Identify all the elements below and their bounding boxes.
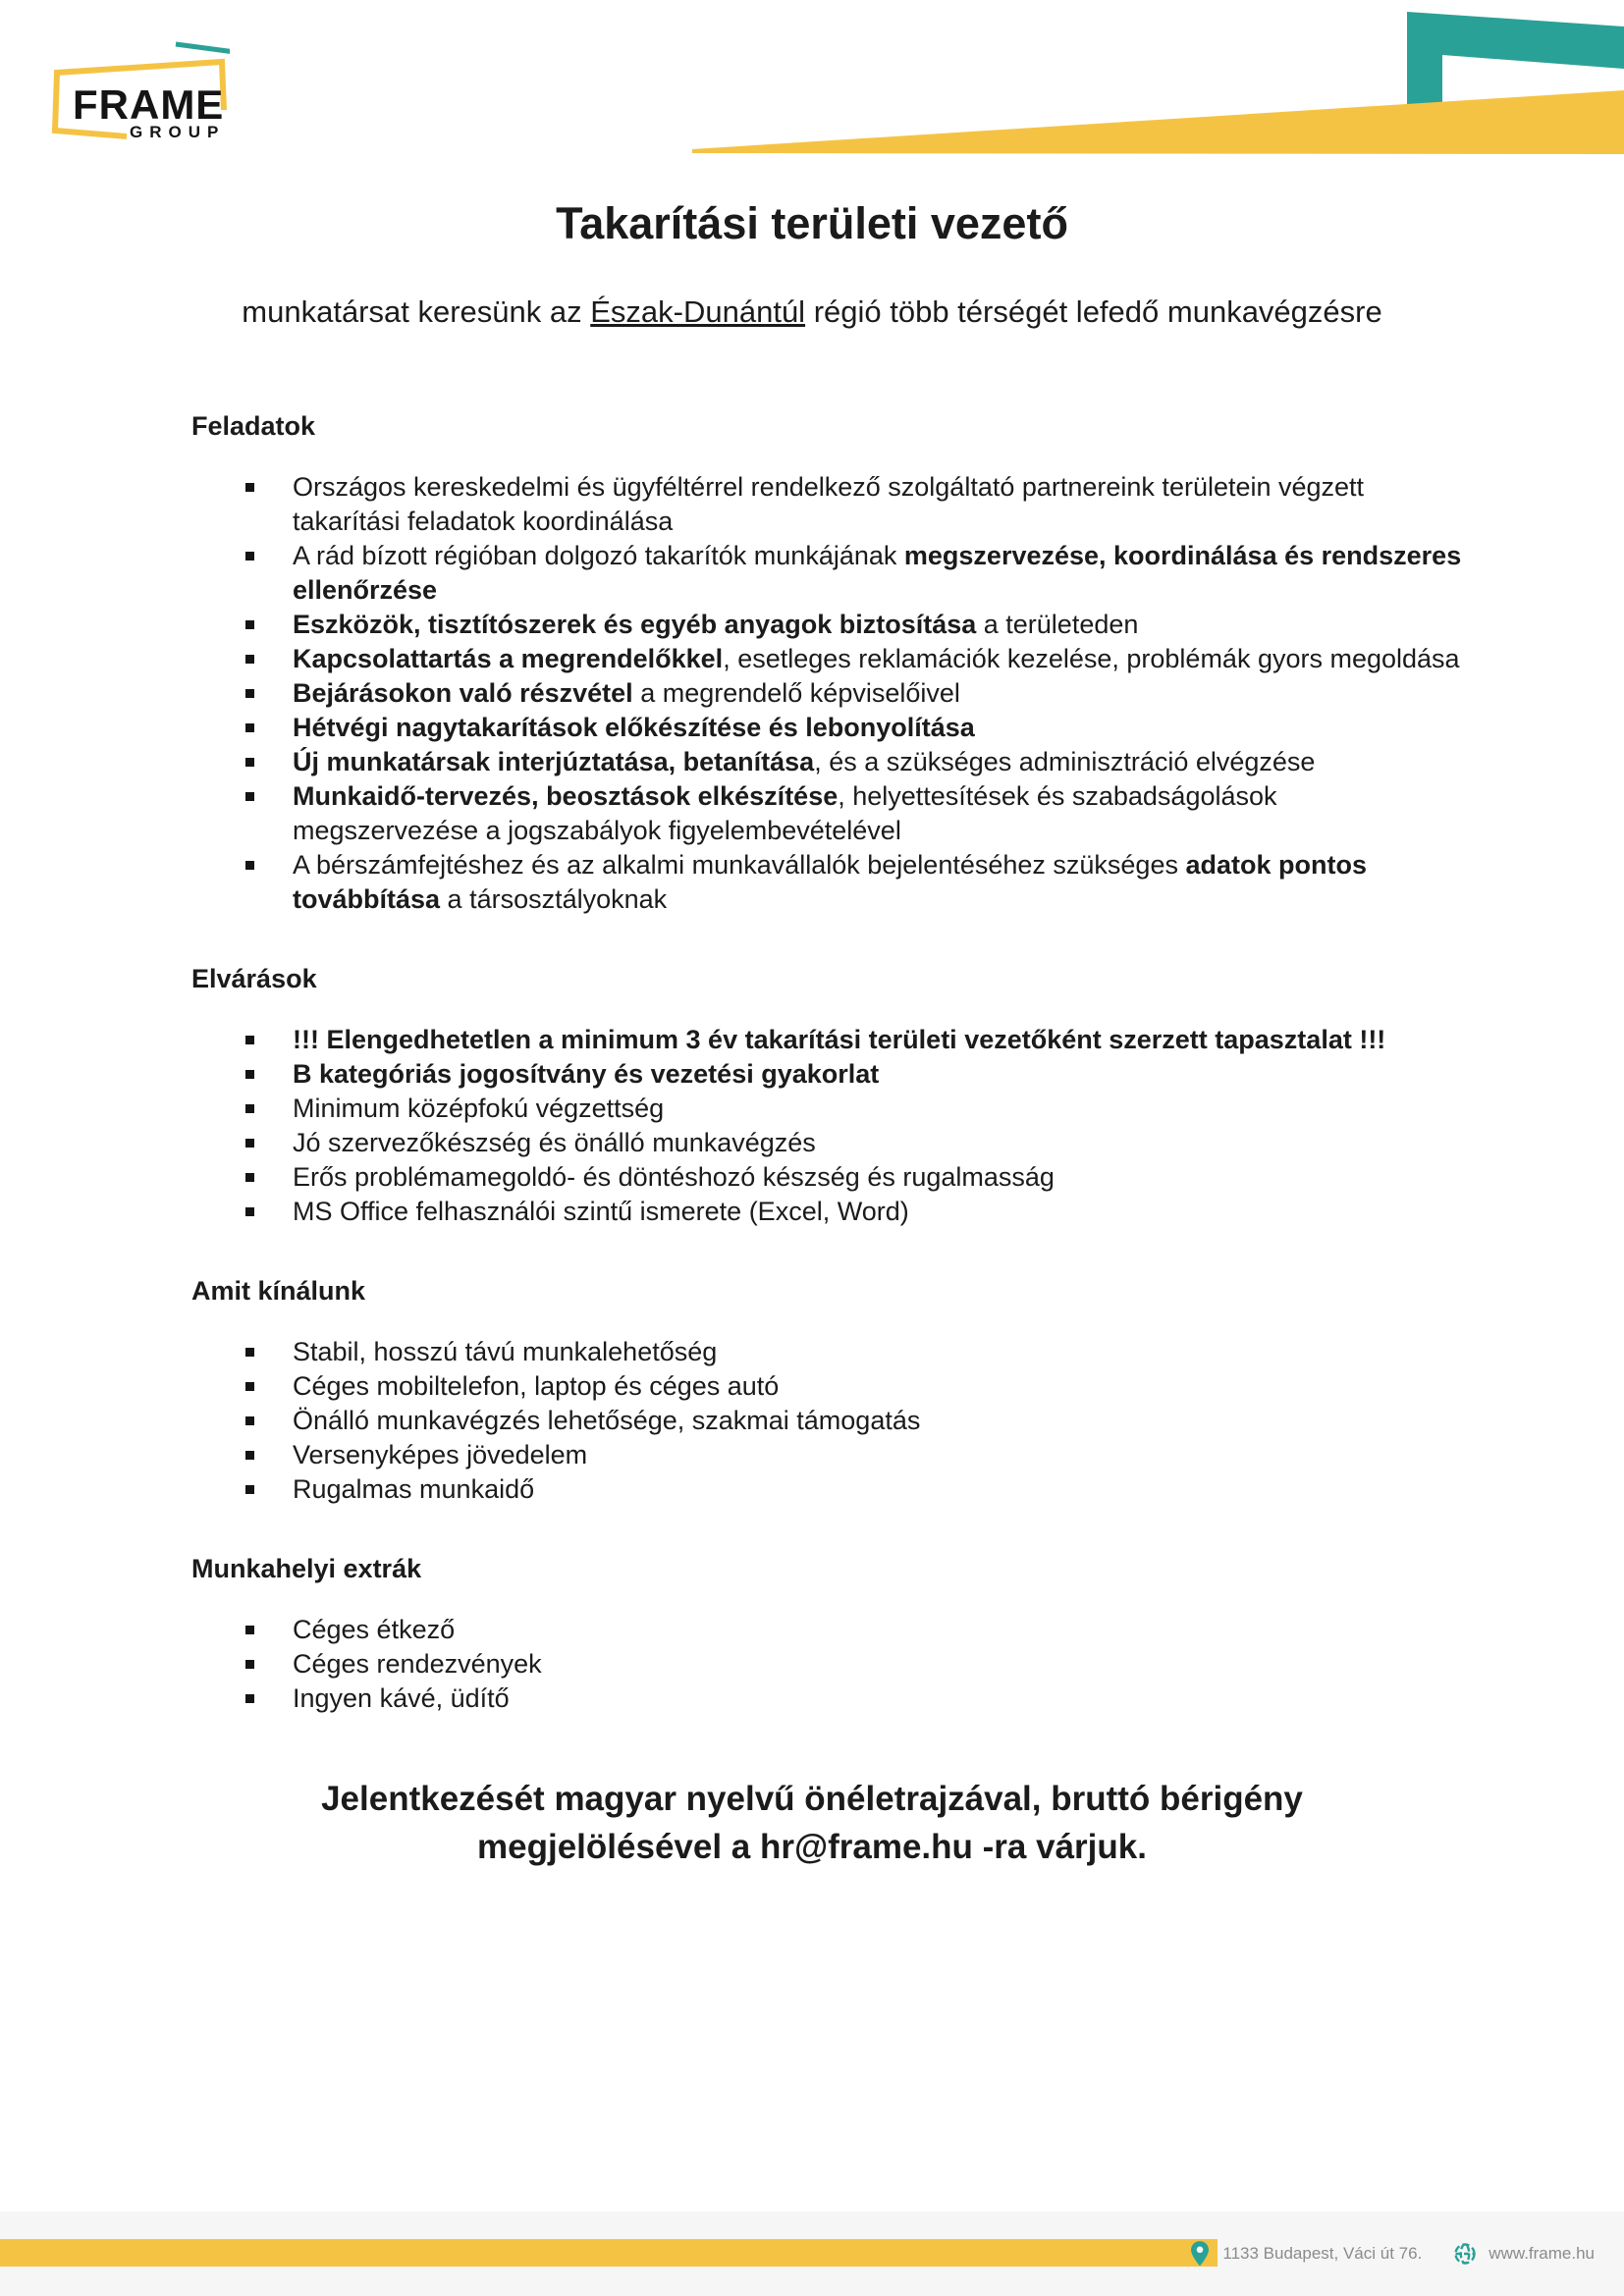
list-item <box>244 1369 1467 1404</box>
list-item <box>244 1404 1467 1438</box>
page-footer <box>0 2212 1624 2296</box>
text-segment: Eszközök, tisztítószerek és egyéb anyagok biztosítása <box>293 610 977 639</box>
list-item <box>244 470 1467 539</box>
logo-brand-text: FRAME <box>73 81 225 128</box>
list-item <box>244 1613 1467 1647</box>
text-segment: adatok pontos továbbítása <box>293 850 1367 914</box>
cta-line: megjelölésével a hr@frame.hu -ra várjuk. <box>477 1828 1147 1866</box>
location-pin-icon <box>1189 2240 1211 2268</box>
section-heading: Feladatok <box>191 411 316 441</box>
bullet-list <box>244 1023 1467 1229</box>
footer-info <box>1189 2212 1595 2296</box>
text-segment: Észak-Dunántúl <box>590 294 806 329</box>
text-segment: Kapcsolattartás a megrendelőkkel <box>293 644 724 673</box>
cta-line: Jelentkezését magyar nyelvű önéletrajzával, bruttó bérigény <box>321 1780 1303 1818</box>
frame-group-logo <box>22 12 230 147</box>
text-segment: MS Office felhasználói szintű ismerete (Excel, Word) <box>293 1197 909 1226</box>
text-segment: !!! Elengedhetetlen a minimum 3 év takarítási területi vezetőként szerzett tapasztalat !!! <box>293 1025 1386 1054</box>
footer-yellow-bar <box>0 2239 1218 2267</box>
job-subtitle <box>0 293 1624 332</box>
list-item <box>244 1682 1467 1716</box>
text-segment: Jó szervezőkészség és önálló munkavégzés <box>293 1128 816 1157</box>
list-item <box>244 1023 1467 1057</box>
list-item <box>244 1335 1467 1369</box>
text-segment: Versenyképes jövedelem <box>293 1440 588 1469</box>
list-item <box>244 1126 1467 1160</box>
list-item <box>244 1057 1467 1092</box>
list-item <box>244 1092 1467 1126</box>
text-segment: , esetleges reklamációk kezelése, problémák gyors megoldása <box>723 644 1460 673</box>
list-item <box>244 848 1467 917</box>
globe-icon <box>1453 2242 1477 2266</box>
sections <box>0 409 1624 1716</box>
list-item <box>244 779 1467 848</box>
list-item <box>244 711 1467 745</box>
list-item <box>244 1438 1467 1472</box>
cta-text <box>0 1775 1624 1871</box>
text-segment: Önálló munkavégzés lehetősége, szakmai támogatás <box>293 1406 921 1435</box>
list-item <box>244 608 1467 642</box>
yellow-swoosh-shape <box>692 90 1624 154</box>
text-segment: , és a szükséges adminisztráció elvégzése <box>814 747 1316 776</box>
job-posting <box>0 198 1624 1871</box>
section-feladatok <box>0 409 1624 917</box>
page-title: Takarítási területi vezető <box>556 198 1068 248</box>
text-segment: Bejárásokon való részvétel <box>293 678 633 708</box>
text-segment: megszervezése, koordinálása és rendszeres ellenőrzése <box>293 541 1462 605</box>
section-heading: Munkahelyi extrák <box>191 1554 422 1583</box>
corner-decoration <box>0 0 1624 177</box>
text-segment: Új munkatársak interjúztatása, betanítása <box>293 747 815 776</box>
list-item <box>244 1195 1467 1229</box>
text-segment: Erős problémamegoldó- és döntéshozó készség és rugalmasság <box>293 1162 1055 1192</box>
list-item <box>244 1647 1467 1682</box>
text-segment: a megrendelő képviselőivel <box>632 678 960 708</box>
text-segment: Stabil, hosszú távú munkalehetőség <box>293 1337 718 1366</box>
list-item <box>244 745 1467 779</box>
section-heading: Amit kínálunk <box>191 1276 366 1306</box>
section-munkahelyi-extrak <box>0 1552 1624 1716</box>
list-item <box>244 642 1467 676</box>
text-segment: Céges mobiltelefon, laptop és céges autó <box>293 1371 780 1401</box>
text-segment: Rugalmas munkaidő <box>293 1474 535 1504</box>
logo-group-text: GROUP <box>130 123 226 141</box>
bullet-list <box>244 1613 1467 1716</box>
section-elvarasok <box>0 962 1624 1229</box>
section-heading: Elvárások <box>191 964 317 993</box>
text-segment: Céges rendezvények <box>293 1649 542 1679</box>
text-segment: Országos kereskedelmi és ügyféltérrel rendelkező szolgáltató partnereink területein végzett takarítási feladatok koordinálása <box>293 472 1365 536</box>
text-segment: , helyettesítések és szabadságolások megszervezése a jogszabályok figyelembevételével <box>293 781 1277 845</box>
text-segment: Ingyen kávé, üdítő <box>293 1683 510 1713</box>
section-amit-kinalunk <box>0 1274 1624 1507</box>
list-item <box>244 676 1467 711</box>
text-segment: B kategóriás jogosítvány és vezetési gyakorlat <box>293 1059 880 1089</box>
text-segment: régió több térségét lefedő munkavégzésre <box>805 294 1382 329</box>
footer-website: www.frame.hu <box>1489 2244 1595 2263</box>
text-segment: A rád bízott régióban dolgozó takarítók munkájának <box>293 541 904 570</box>
list-item <box>244 1472 1467 1507</box>
bullet-list <box>244 1335 1467 1507</box>
text-segment: a területeden <box>976 610 1139 639</box>
text-segment: Munkaidő-tervezés, beosztások elkészítése <box>293 781 839 811</box>
footer-address: 1133 Budapest, Váci út 76. <box>1222 2244 1423 2263</box>
text-segment: Hétvégi nagytakarítások előkészítése és lebonyolítása <box>293 713 975 742</box>
text-segment: A bérszámfejtéshez és az alkalmi munkavállalók bejelentéséhez szükséges <box>293 850 1186 880</box>
text-segment: Céges étkező <box>293 1615 456 1644</box>
text-segment: a társosztályoknak <box>440 884 668 914</box>
text-segment: munkatársat keresünk az <box>242 294 591 329</box>
text-segment: Minimum középfokú végzettség <box>293 1094 665 1123</box>
list-item <box>244 539 1467 608</box>
list-item <box>244 1160 1467 1195</box>
bullet-list <box>244 470 1467 917</box>
